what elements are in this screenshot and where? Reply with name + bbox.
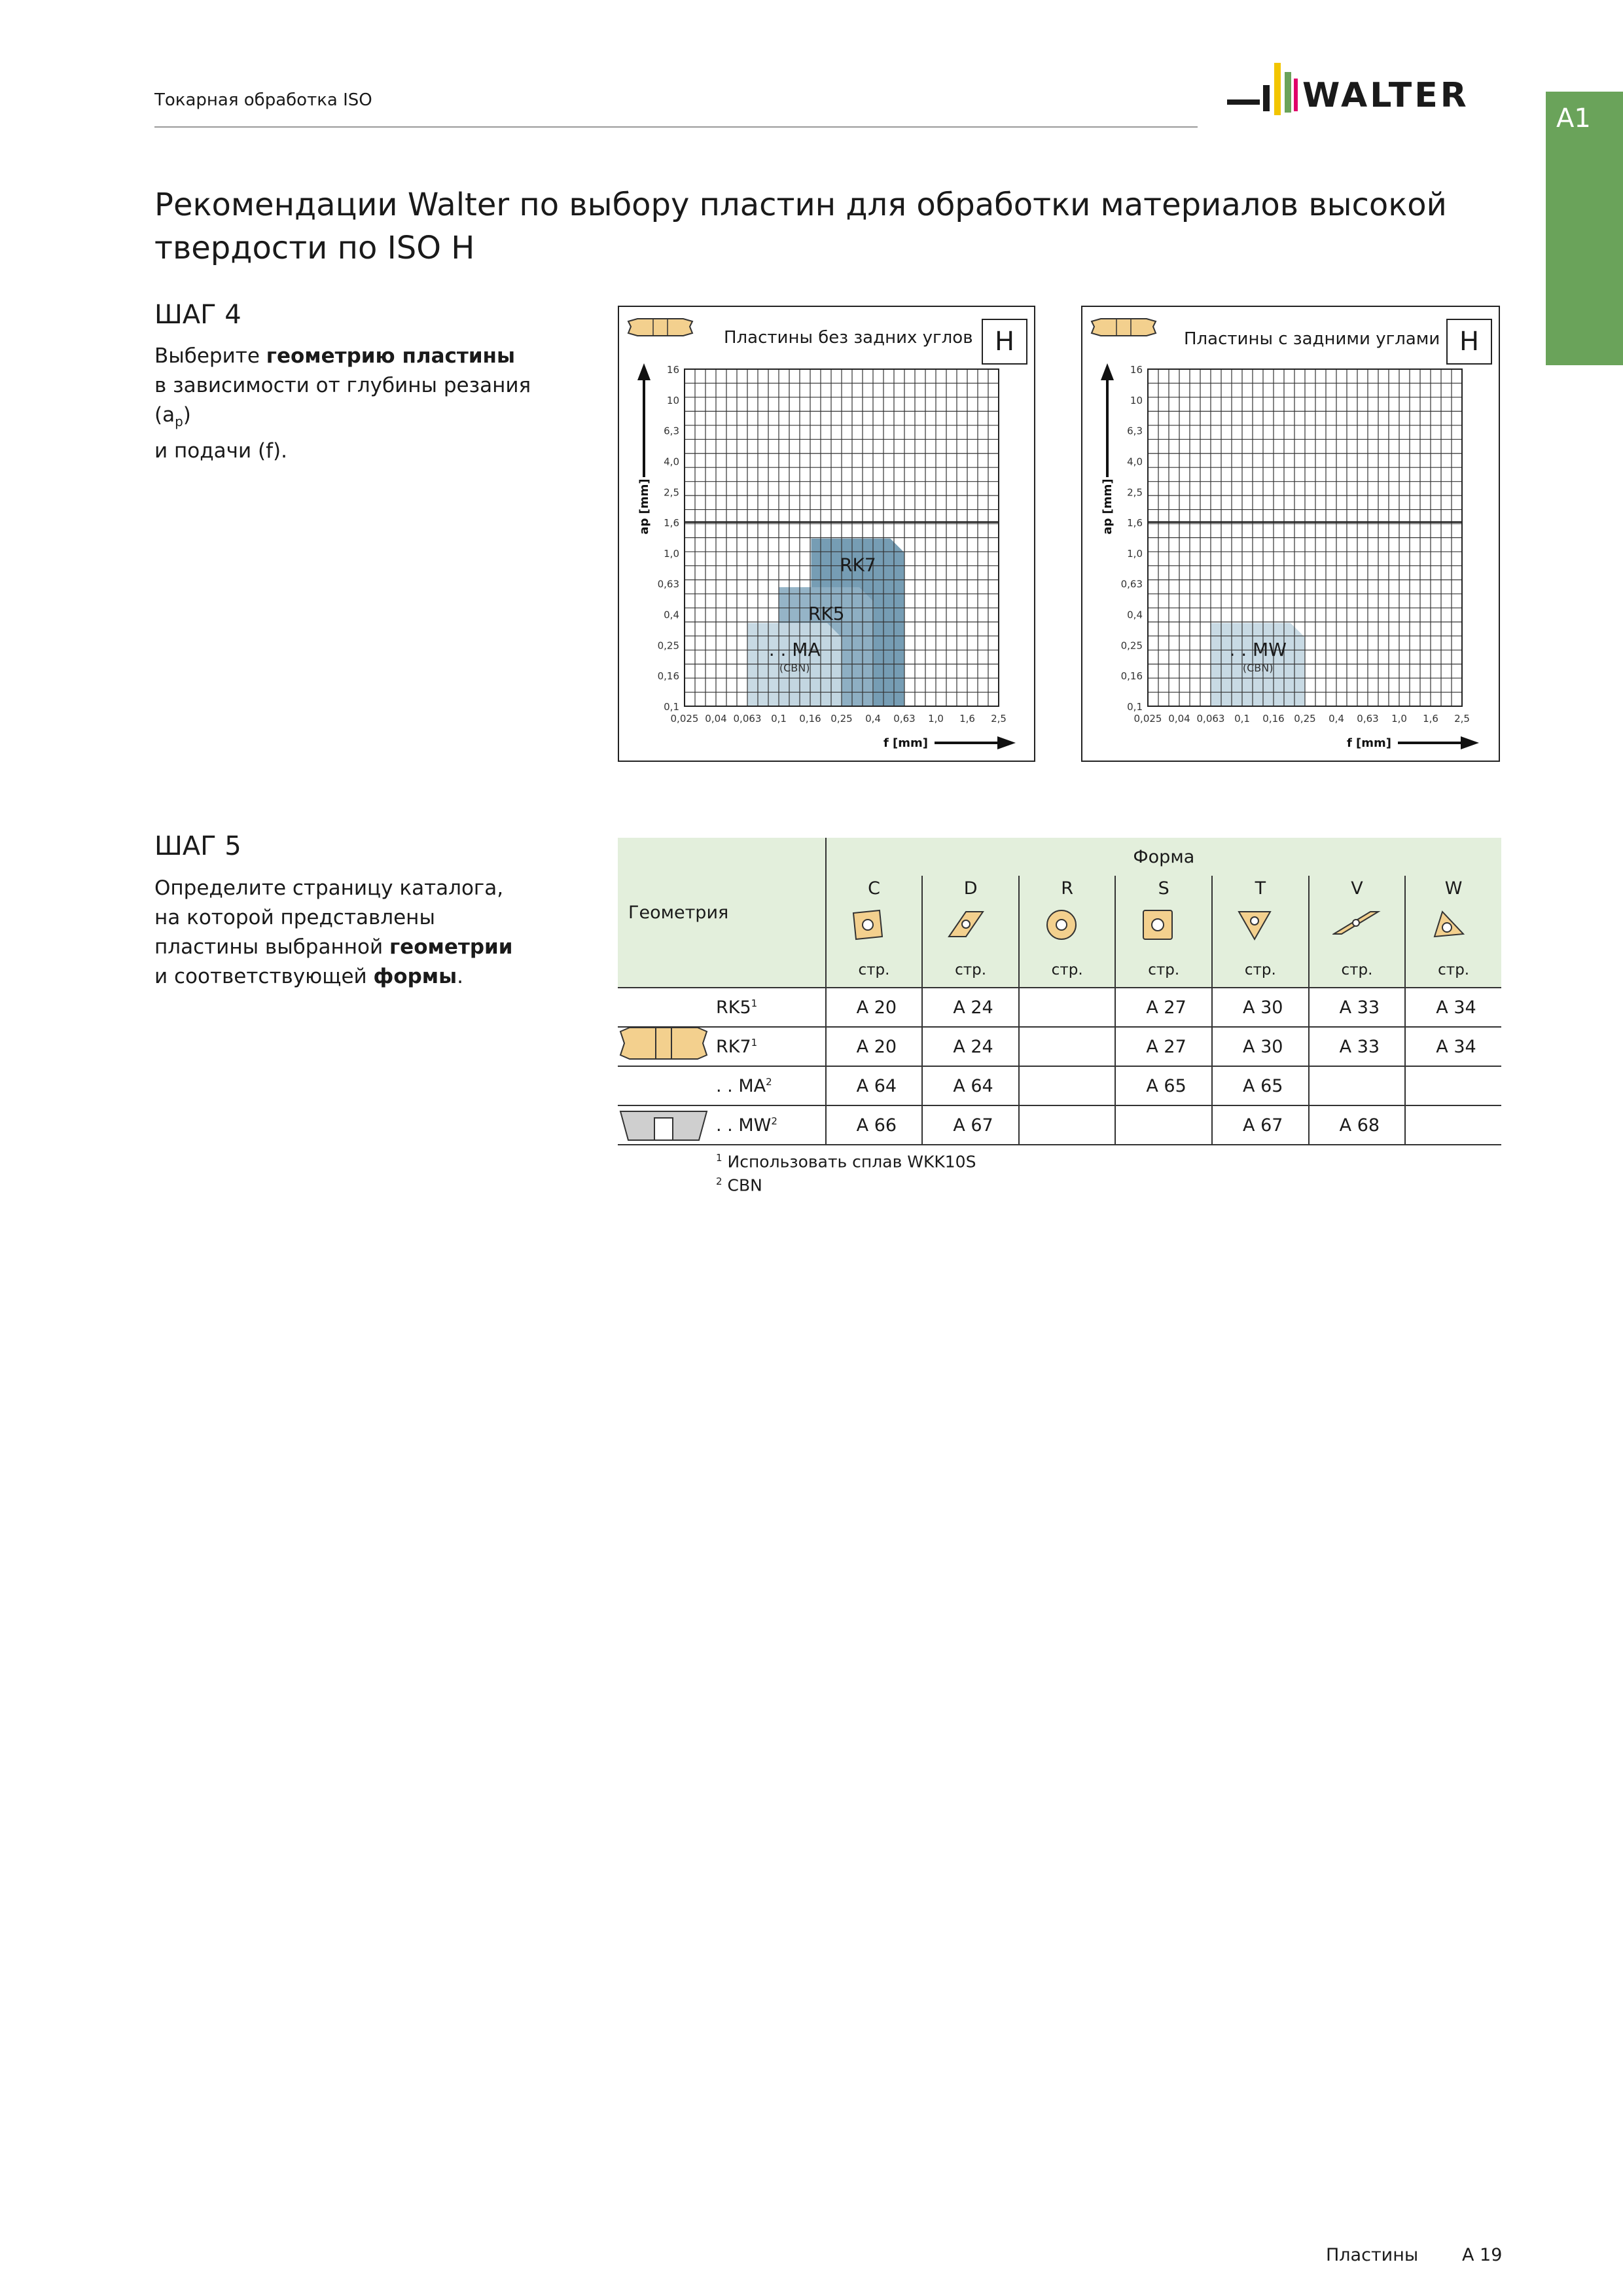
x-tick-label: 0,04: [705, 713, 727, 725]
y-tick-label: 0,16: [1120, 670, 1143, 683]
x-tick-label: 1,0: [928, 713, 944, 725]
y-tick-label: 6,3: [1127, 425, 1143, 437]
shape-group-header: Форма: [1133, 846, 1195, 867]
y-tick-label: 0,4: [664, 609, 679, 621]
page-ref-cell: [1115, 1105, 1212, 1145]
y-tick-label: 1,0: [1127, 547, 1143, 560]
y-tick-label: 0,16: [657, 670, 679, 683]
insert-t-icon: [1236, 908, 1285, 943]
x-tick-label: 0,04: [1168, 713, 1190, 725]
page-label: стр.: [1019, 953, 1115, 988]
header-divider: [154, 126, 1198, 128]
footnote-ref: 1: [751, 1037, 758, 1049]
geometry-cell: [618, 1027, 826, 1066]
positive-insert-profile-icon: [618, 1107, 709, 1144]
insert-c-icon: [849, 908, 898, 943]
footer-label: Пластины: [1326, 2245, 1419, 2265]
page-label: стр.: [1212, 953, 1309, 988]
y-tick-label: 1,0: [664, 547, 679, 560]
x-tick-label: 0,16: [1262, 713, 1285, 725]
walter-logo: [1227, 59, 1502, 131]
table-row: [618, 1066, 1501, 1105]
shape-letter: V: [1351, 878, 1363, 899]
x-tick-label: 0,063: [733, 713, 762, 725]
page-ref-cell: A 68: [1309, 1105, 1406, 1145]
step5-text: Определите страницу каталога, на которой представлены пластины выбранной геометрии и соответствующей формы.: [154, 876, 513, 988]
x-tick-label: 1,6: [959, 713, 975, 725]
page-ref-cell: [1405, 1066, 1501, 1105]
page-ref-cell: A 67: [1212, 1105, 1309, 1145]
page-ref-cell: A 30: [1212, 1027, 1309, 1066]
x-tick-label: 0,25: [830, 713, 853, 725]
x-tick-label: 2,5: [991, 713, 1007, 725]
page-ref-cell: A 66: [826, 1105, 923, 1145]
shape-col-c: [826, 876, 923, 953]
geometry-header: Геометрия: [618, 838, 826, 988]
footnote-ref: 1: [751, 997, 758, 1009]
negative-insert-profile-icon: [618, 1025, 709, 1062]
page-ref-cell: A 34: [1405, 1027, 1501, 1066]
page-label: стр.: [1405, 953, 1501, 988]
chart-canvas: [619, 307, 1034, 761]
x-tick-label: 1,6: [1423, 713, 1438, 725]
iso-h-badge: H: [1446, 319, 1492, 365]
footnote-1: $^1$ Использовать сплав WKK10S: [716, 1152, 976, 1172]
y-tick-label: 16: [1130, 364, 1143, 376]
page-number: A 19: [1462, 2245, 1503, 2265]
y-tick-label: 4,0: [664, 456, 679, 468]
shape-letter: T: [1255, 878, 1266, 899]
page-ref-cell: A 64: [826, 1066, 923, 1105]
geometry-name: $RK5^1$: [716, 997, 758, 1018]
table-row: [618, 1027, 1501, 1066]
y-tick-label: 16: [666, 364, 679, 376]
y-tick-label: 0,25: [1120, 639, 1143, 652]
y-tick-label: 10: [1130, 394, 1143, 406]
shape-letter: W: [1444, 878, 1463, 899]
step4-heading: ШАГ 4: [154, 300, 241, 330]
footnote-ref: 2: [766, 1076, 772, 1088]
geometry-cell: [618, 1066, 826, 1105]
y-axis-label: ap [mm]: [1101, 478, 1115, 535]
page-ref-cell: A 24: [922, 1027, 1019, 1066]
y-axis-label: ap [mm]: [637, 478, 651, 535]
region-label: . . MW: [1229, 638, 1287, 660]
x-tick-label: 0,63: [1357, 713, 1379, 725]
page-ref-cell: A 65: [1115, 1066, 1212, 1105]
x-tick-label: 0,16: [799, 713, 821, 725]
footnote-2: $^2$ CBN: [716, 1175, 762, 1195]
chapter-tab[interactable]: A1: [1546, 92, 1623, 365]
y-tick-label: 1,6: [1127, 517, 1143, 529]
section-label: Токарная обработка ISO: [154, 90, 372, 110]
page-ref-cell: A 27: [1115, 1027, 1212, 1066]
page-ref-cell: A 33: [1309, 988, 1406, 1027]
chart-title: Пластины без задних углов: [724, 328, 973, 348]
y-tick-label: 0,1: [664, 701, 679, 713]
shape-letter: C: [868, 878, 880, 899]
x-tick-label: 0,4: [865, 713, 881, 725]
page-ref-cell: A 27: [1115, 988, 1212, 1027]
y-axis-arrow-icon: [637, 363, 651, 380]
insert-v-icon: [1332, 908, 1381, 943]
y-tick-label: 0,1: [1127, 701, 1143, 713]
insert-d-icon: [946, 908, 995, 943]
shape-letter: R: [1061, 878, 1074, 899]
geometry-name: . . $MA^2$: [716, 1076, 772, 1096]
page-ref-cell: A 64: [922, 1066, 1019, 1105]
shape-col-w: [1405, 876, 1501, 953]
x-tick-label: 0,4: [1329, 713, 1344, 725]
geometry-name: . . $MW^2$: [716, 1115, 777, 1136]
catalog-page-table: [618, 838, 1501, 1145]
y-tick-label: 0,63: [657, 578, 679, 590]
shape-col-v: [1309, 876, 1406, 953]
x-tick-label: 2,5: [1454, 713, 1470, 725]
page-label: стр.: [1115, 953, 1212, 988]
page-ref-cell: A 33: [1309, 1027, 1406, 1066]
shape-col-d: [922, 876, 1019, 953]
logo-wordmark: WALTER: [1302, 76, 1469, 115]
page-ref-cell: A 30: [1212, 988, 1309, 1027]
shape-col-t: [1212, 876, 1309, 953]
x-tick-label: 0,1: [771, 713, 787, 725]
x-axis-label: f [mm]: [1346, 736, 1391, 750]
y-tick-label: 0,4: [1127, 609, 1143, 621]
region-sublabel: (CBN): [1242, 661, 1274, 674]
insert-profile-icon: [1092, 319, 1156, 336]
iso-h-badge: H: [982, 319, 1027, 365]
y-tick-label: 4,0: [1127, 456, 1143, 468]
y-axis-arrow-icon: [1101, 363, 1114, 380]
page-ref-cell: [1019, 1027, 1115, 1066]
page-label: стр.: [1309, 953, 1406, 988]
y-tick-label: 2,5: [664, 486, 679, 499]
region-label: . . MA: [768, 638, 821, 660]
x-tick-label: 0,063: [1196, 713, 1225, 725]
page-ref-cell: [1019, 988, 1115, 1027]
geometry-cell: [618, 988, 826, 1027]
chart-positive-inserts: [1081, 306, 1500, 762]
chart-canvas: [1082, 307, 1499, 761]
page-ref-cell: A 24: [922, 988, 1019, 1027]
step5-heading: ШАГ 5: [154, 831, 241, 861]
table-row: [618, 1105, 1501, 1145]
x-axis-label: f [mm]: [883, 736, 928, 750]
step4-text: Выберите геометрию пластины в зависимости от глубины резания $(a_p)$ и подачи (f).: [154, 344, 531, 463]
x-tick-label: 0,1: [1234, 713, 1250, 725]
page-ref-cell: A 65: [1212, 1066, 1309, 1105]
x-axis-arrow-icon: [1461, 736, 1479, 749]
x-tick-label: 0,63: [893, 713, 916, 725]
page-ref-cell: [1019, 1105, 1115, 1145]
page-label: стр.: [826, 953, 923, 988]
page-ref-cell: A 20: [826, 988, 923, 1027]
region-label: RK5: [808, 603, 845, 625]
y-tick-label: 0,25: [657, 639, 679, 652]
insert-profile-icon: [628, 319, 692, 336]
insert-w-icon: [1429, 908, 1478, 943]
region-label: RK7: [840, 554, 876, 576]
x-axis-arrow-icon: [997, 736, 1016, 749]
x-tick-label: 0,025: [1133, 713, 1162, 725]
shape-col-r: [1019, 876, 1115, 953]
page-ref-cell: [1405, 1105, 1501, 1145]
geometry-cell: [618, 1105, 826, 1145]
shape-col-s: [1115, 876, 1212, 953]
page-label: стр.: [922, 953, 1019, 988]
x-tick-label: 1,0: [1391, 713, 1407, 725]
page-ref-cell: [1309, 1066, 1406, 1105]
y-tick-label: 0,63: [1120, 578, 1143, 590]
page-ref-cell: A 67: [922, 1105, 1019, 1145]
shape-letter: D: [963, 878, 978, 899]
y-tick-label: 2,5: [1127, 486, 1143, 499]
footnote-ref: 2: [771, 1115, 777, 1127]
y-tick-label: 1,6: [664, 517, 679, 529]
page-ref-cell: A 34: [1405, 988, 1501, 1027]
y-tick-label: 6,3: [664, 425, 679, 437]
x-tick-label: 0,25: [1294, 713, 1316, 725]
insert-s-icon: [1139, 908, 1188, 943]
geometry-name: $RK7^1$: [716, 1037, 758, 1057]
table-row: [618, 988, 1501, 1027]
chart-negative-inserts: [618, 306, 1035, 762]
page-ref-cell: [1019, 1066, 1115, 1105]
region-sublabel: (CBN): [779, 661, 810, 674]
y-tick-label: 10: [666, 394, 679, 406]
page-ref-cell: A 20: [826, 1027, 923, 1066]
page-title: Рекомендации Walter по выбору пластин для обработки материалов высокой твердости по ISO H: [154, 187, 1447, 266]
shape-letter: S: [1158, 878, 1169, 899]
insert-r-icon: [1043, 908, 1092, 943]
chart-title: Пластины с задними углами: [1184, 329, 1440, 349]
logo-bars-icon: [1227, 59, 1306, 131]
x-tick-label: 0,025: [670, 713, 699, 725]
